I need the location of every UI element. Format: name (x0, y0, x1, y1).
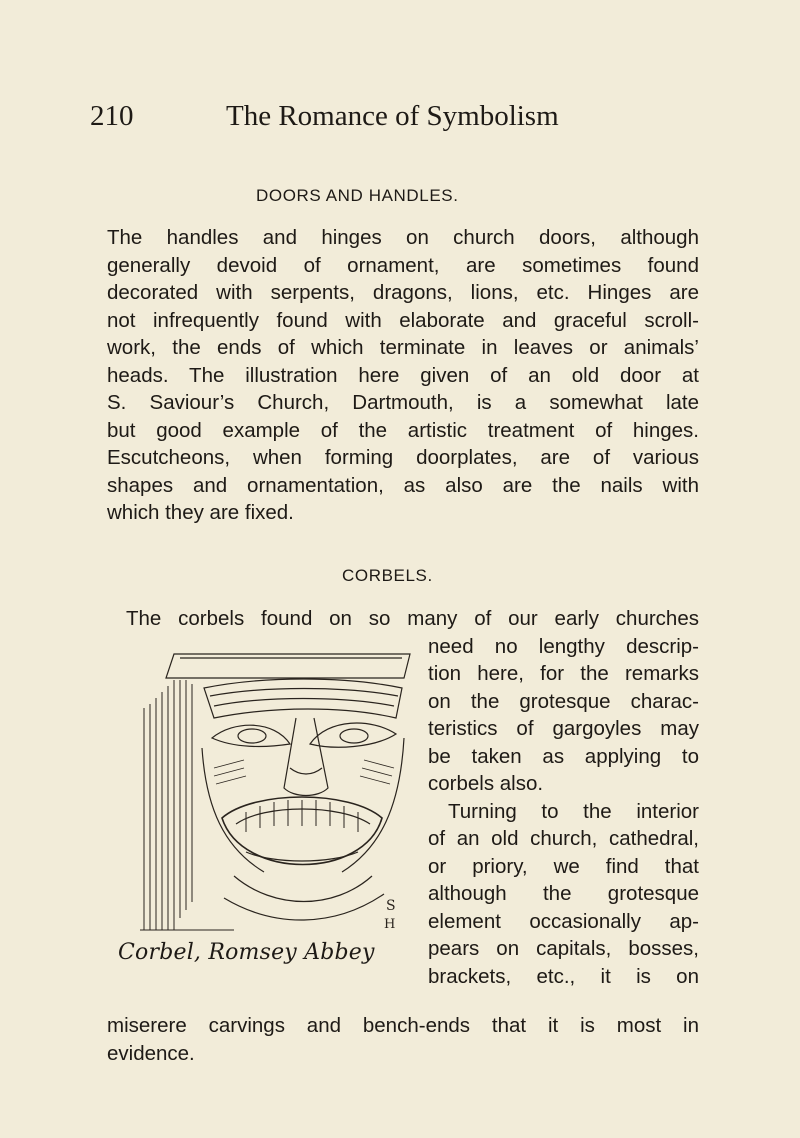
running-head (90, 100, 690, 140)
text-line: pears on capitals, bosses, (428, 937, 699, 960)
text-line: brackets, etc., it is on (428, 964, 699, 988)
text-line: element occasionally ap- (428, 909, 699, 933)
text-line: miserere carvings and bench-ends that it is most in (107, 1014, 699, 1037)
text-line: but good example of the artistic treatment of hinges. (107, 418, 699, 442)
figure-caption: Corbel, Romsey Abbey (118, 940, 375, 965)
section-heading-doors: DOORS AND HANDLES. (256, 186, 459, 205)
text-line: generally devoid of ornament, are sometimes found (107, 253, 699, 277)
text-line: be taken as applying to (428, 744, 699, 768)
text-line: or priory, we find that (428, 854, 699, 878)
paragraph-corbels-column (428, 633, 699, 991)
text-line: not infrequently found with elaborate and graceful scroll- (107, 308, 699, 332)
text-line: need no lengthy descrip- (428, 634, 699, 658)
text-line: evidence. (107, 1041, 195, 1065)
text-line: S. Saviour’s Church, Dartmouth, is a somewhat late (107, 391, 699, 414)
corbel-illustration (114, 648, 414, 958)
text-line: tion here, for the remarks (428, 662, 699, 685)
text-line: which they are fixed. (107, 501, 294, 524)
text-line: Turning to the interior (448, 799, 699, 823)
text-line: on the grotesque charac- (428, 689, 699, 713)
text-line: shapes and ornamentation, as also are the nails with (107, 473, 699, 497)
running-title: The Romance of Symbolism (226, 100, 559, 132)
corbel-engraving (114, 648, 414, 948)
text-line: teristics of gargoyles may (428, 717, 699, 740)
text-line: although the grotesque (428, 882, 699, 905)
paragraph-doors (107, 224, 699, 527)
text-line: Escutcheons, when forming doorplates, are of various (107, 446, 699, 469)
monogram-h: H (384, 917, 396, 932)
paragraph-corbels-tail (107, 1012, 699, 1067)
text-line: The handles and hinges on church doors, although (107, 226, 699, 249)
paragraph-corbels-first-line (126, 605, 699, 633)
page-number: 210 (90, 100, 134, 132)
text-line: decorated with serpents, dragons, lions, etc. Hinges are (107, 281, 699, 304)
text-line: of an old church, cathedral, (428, 827, 699, 850)
text-line: heads. The illustration here given of an old door at (107, 363, 699, 387)
text-line: The corbels found on so many of our early churches (126, 607, 699, 630)
monogram-s: S (386, 898, 396, 914)
section-heading-corbels: CORBELS. (342, 566, 433, 585)
text-line: corbels also. (428, 772, 544, 795)
text-line: work, the ends of which terminate in leaves or animals’ (107, 336, 699, 359)
